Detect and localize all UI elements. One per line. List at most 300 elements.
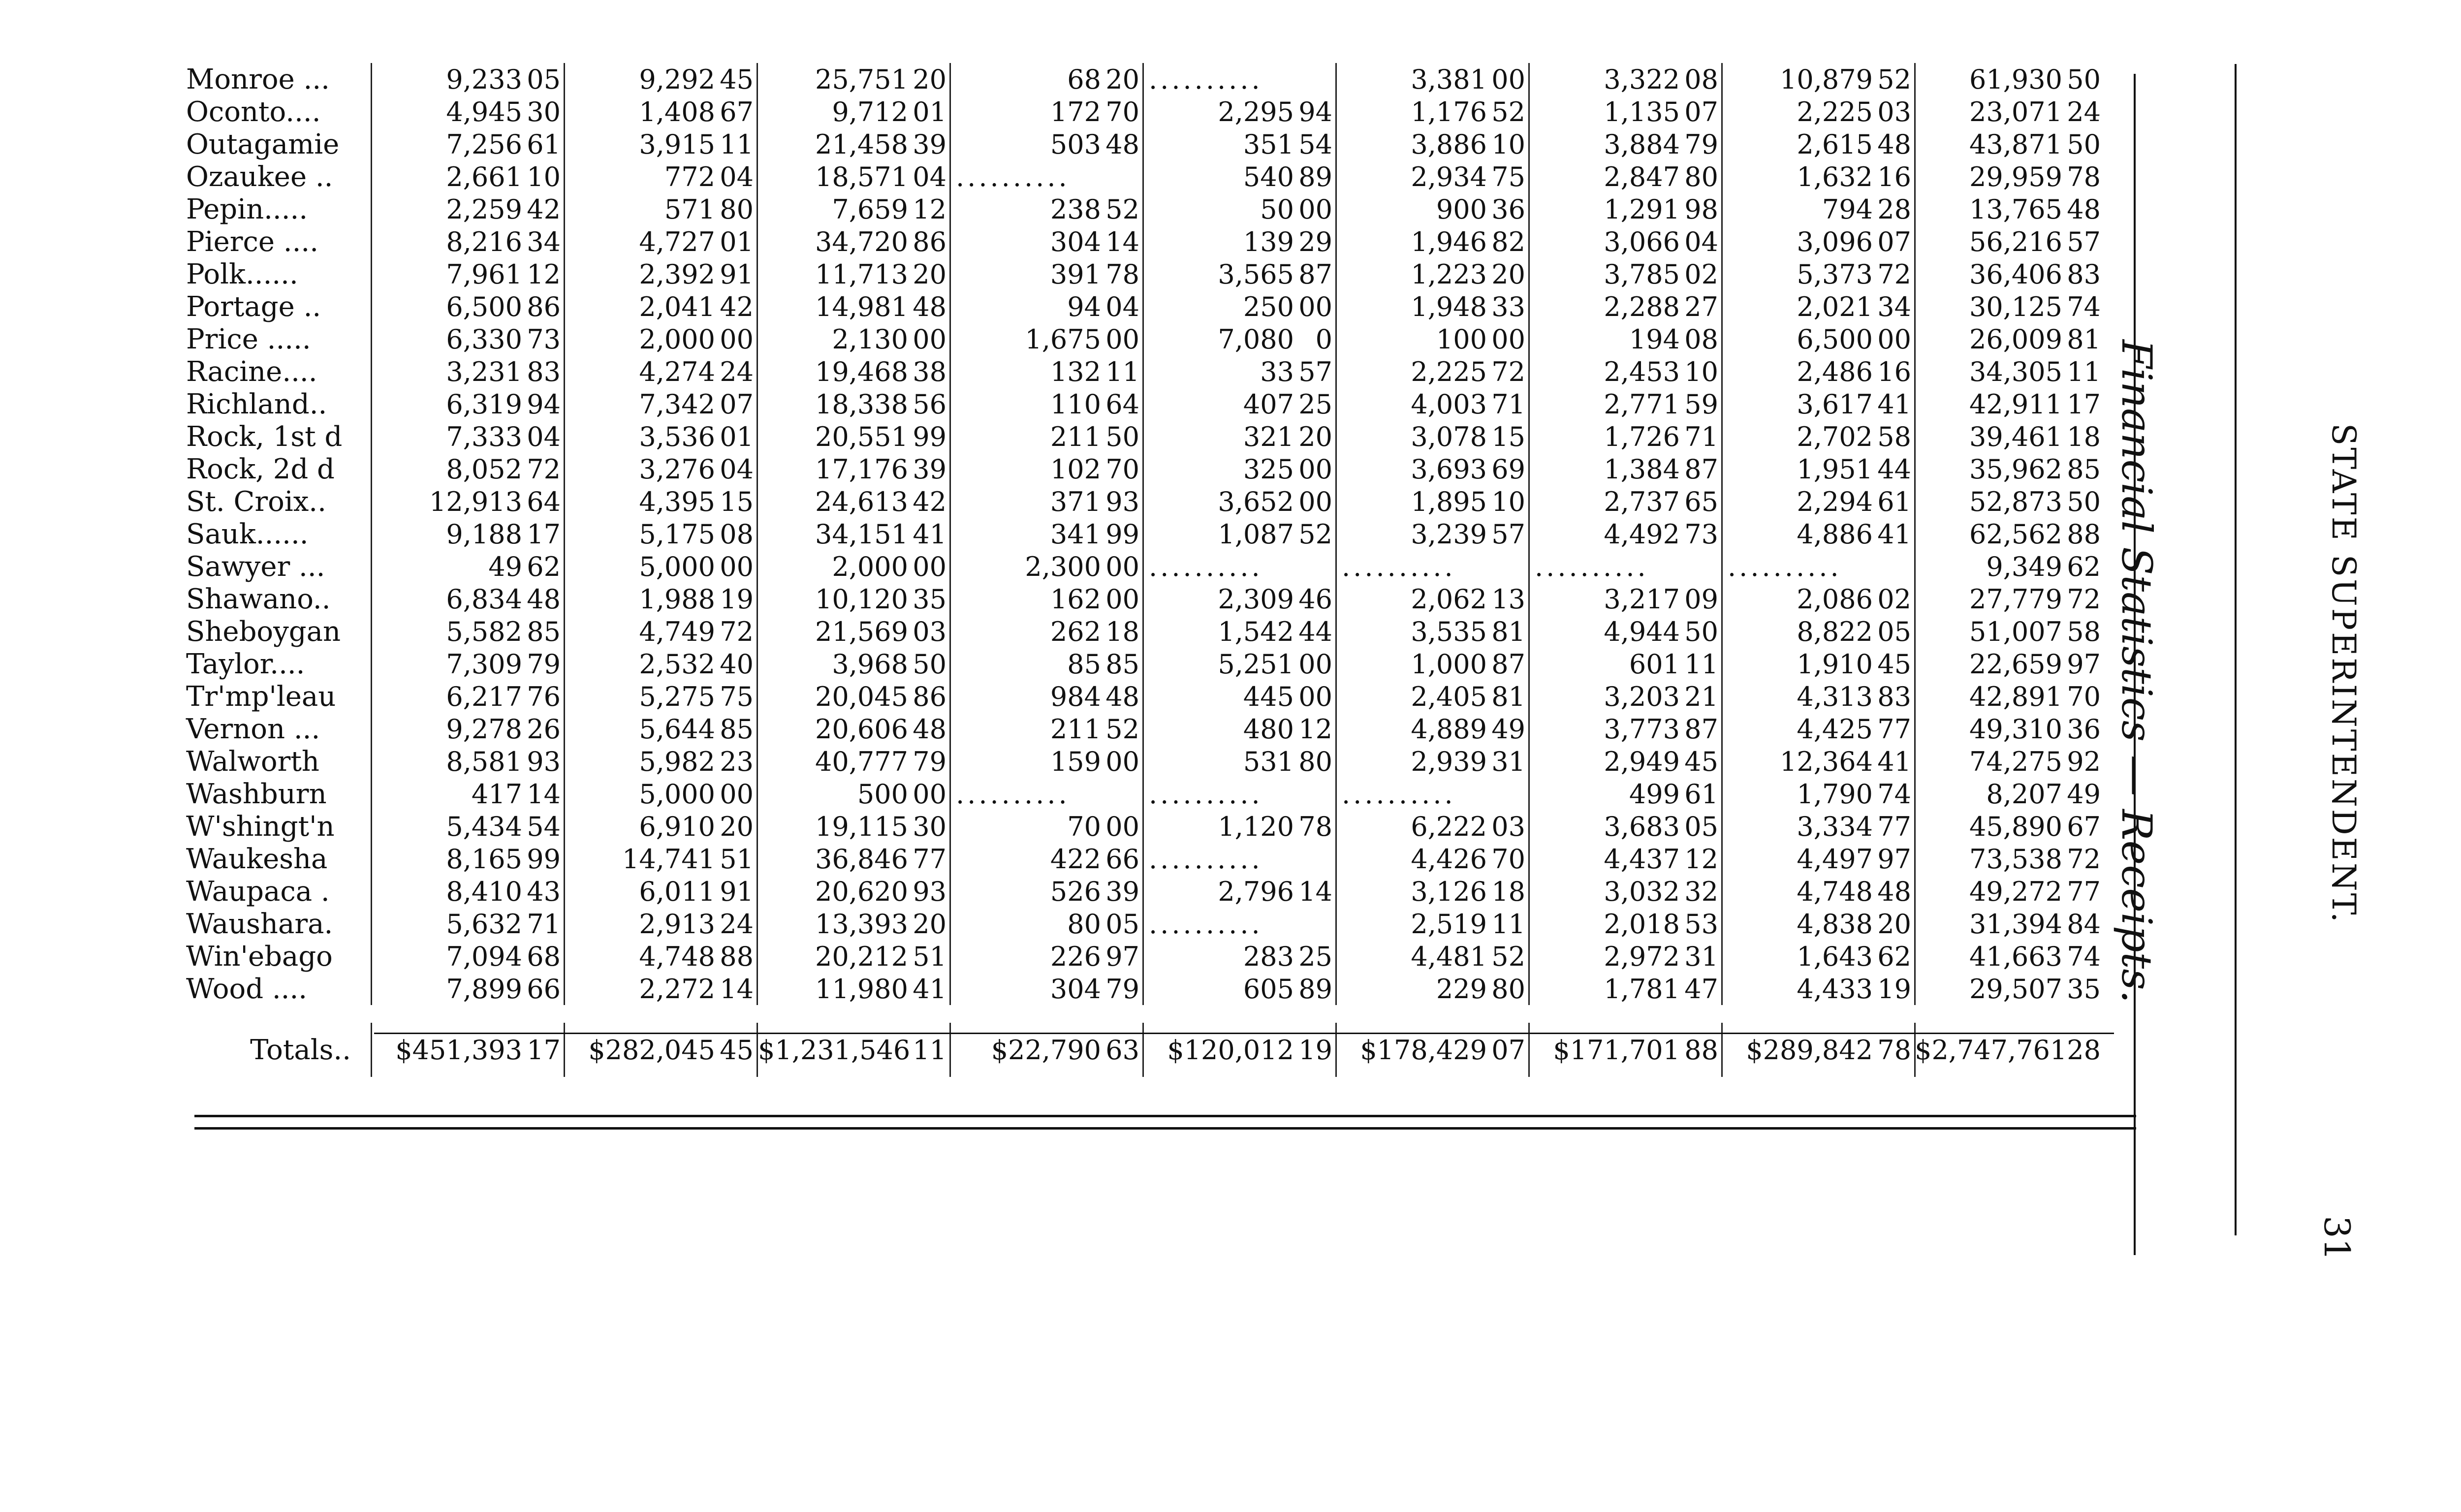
cents: 23 [720,746,754,777]
cents: 75 [1491,161,1525,192]
dollars: 5,644 [639,713,715,745]
amount-cell [1528,420,1721,453]
amount-cell [371,778,564,810]
cents: 52 [1298,518,1332,550]
amount-cell [1528,485,1721,518]
dollars: 10,879 [1780,63,1873,95]
amount-cell [1528,550,1721,583]
dollars: 17,176 [815,453,908,485]
amount-cell [1528,778,1721,810]
cents: 45 [720,63,754,95]
cents: 57 [1298,356,1332,387]
amount-cell [371,258,564,290]
amount-cell [371,420,564,453]
dollars: 445 [1243,681,1294,712]
amount-cell [1142,583,1335,615]
county-name: Rock, 1st d [186,420,343,453]
dollars: 2,018 [1604,908,1680,940]
amount-cell [1914,63,2104,95]
cents: 50 [2067,486,2101,517]
amount-cell [949,420,1142,453]
amount-cell [371,193,564,225]
amount-cell [371,323,564,355]
amount-cell [1528,225,1721,258]
dollars: 2,000 [832,551,908,582]
cents: 33 [1491,291,1525,322]
table-row [186,388,2113,420]
amount-cell [1528,713,1721,745]
cents: 70 [1105,96,1139,127]
amount-cell [564,485,757,518]
dollars: 4,481 [1411,941,1487,972]
table-row [186,95,2113,128]
dollars: $171,701 [1553,1034,1680,1066]
cents: 73 [527,323,561,355]
dollars: 1,790 [1797,778,1873,810]
amount-cell [1721,160,1914,193]
dollars: 49 [488,551,522,582]
dollars: 56,216 [1969,226,2062,257]
dollars: 34,720 [815,226,908,257]
amount-cell [1142,453,1335,485]
cents: 71 [1491,388,1525,420]
cents: 10 [1491,128,1525,160]
amount-cell [1528,193,1721,225]
amount-cell [1721,355,1914,388]
dollars: 62,562 [1969,518,2062,550]
cents: 97 [2067,648,2101,680]
dollars: .......... [1149,63,1263,95]
cents: 40 [720,648,754,680]
amount-cell [1142,843,1335,875]
table-row [186,648,2113,680]
cents: 36 [1491,193,1525,225]
dollars: 422 [1050,843,1101,875]
table-row [186,908,2113,940]
amount-cell [1721,225,1914,258]
cents: 09 [1684,583,1718,615]
amount-cell [1528,745,1721,778]
dollars: 499 [1629,778,1680,810]
amount-cell [1528,290,1721,323]
amount-cell [371,745,564,778]
cents: 57 [2067,226,2101,257]
cents: 00 [720,551,754,582]
amount-cell [1335,583,1528,615]
dollars: .......... [956,778,1070,810]
cents: 12 [527,258,561,290]
dollars: 6,834 [446,583,522,615]
dollars: 3,773 [1604,713,1680,745]
amount-cell [371,680,564,713]
amount-cell [757,940,949,973]
amount-cell [1142,648,1335,680]
amount-cell [757,778,949,810]
county-name: Wood .... [186,973,308,1005]
amount-cell [371,453,564,485]
dollars: $2,747,761 [1915,1034,2067,1066]
amount-cell [1528,323,1721,355]
amount-cell [757,420,949,453]
cents: 16 [1877,161,1911,192]
amount-cell [564,193,757,225]
amount-cell [1142,323,1335,355]
amount-cell [1914,973,2104,1005]
amount-cell [1721,323,1914,355]
amount-cell [1335,843,1528,875]
amount-cell [757,615,949,648]
cents: 99 [527,843,561,875]
amount-cell [1914,583,2104,615]
cents: 85 [1105,648,1139,680]
dollars: 2,041 [639,291,715,322]
dollars: $120,012 [1167,1034,1294,1066]
amount-cell [1721,193,1914,225]
cents: 26 [527,713,561,745]
cents: 02 [1684,258,1718,290]
amount-cell [371,518,564,550]
amount-cell [1914,355,2104,388]
county-name: Sheboygan [186,615,341,648]
cents: 51 [913,941,947,972]
dollars: 3,693 [1411,453,1487,485]
cents: 85 [527,616,561,647]
cents: 80 [720,193,754,225]
cents: 70 [1105,453,1139,485]
dollars: $178,429 [1360,1034,1487,1066]
amount-cell [949,940,1142,973]
cents: 86 [913,226,947,257]
cents: 50 [913,648,947,680]
cents: 82 [1491,226,1525,257]
cents: 94 [1298,96,1332,127]
amount-cell [949,95,1142,128]
dollars: 1,223 [1411,258,1487,290]
dollars: 7,309 [446,648,522,680]
amount-cell [1528,1023,1721,1077]
cents: 03 [1877,96,1911,127]
table-row [186,193,2113,225]
cents: 20 [1491,258,1525,290]
cents: 20 [1298,421,1332,452]
amount-cell [1914,95,2104,128]
dollars: 34,151 [815,518,908,550]
amount-cell [949,680,1142,713]
amount-cell [1721,615,1914,648]
amount-cell [1335,713,1528,745]
cents: 48 [913,713,947,745]
cents: 53 [1684,908,1718,940]
county-name: Price ..... [186,323,311,355]
dollars: 325 [1243,453,1294,485]
cents: 00 [1298,291,1332,322]
dollars: 3,276 [639,453,715,485]
cents: 24 [2067,96,2101,127]
amount-cell [1142,290,1335,323]
amount-cell [1914,908,2104,940]
dollars: 4,748 [1797,876,1873,907]
amount-cell [949,615,1142,648]
amount-cell [757,388,949,420]
amount-cell [564,95,757,128]
cents: 51 [720,843,754,875]
cents: 42 [913,486,947,517]
amount-cell [757,550,949,583]
cents: 17 [2067,388,2101,420]
cents: 20 [720,811,754,842]
cents: 88 [720,941,754,972]
cents: 85 [2067,453,2101,485]
amount-cell [1914,420,2104,453]
dollars: 3,536 [639,421,715,452]
dollars: 23,071 [1969,96,2062,127]
dollars: 85 [1067,648,1101,680]
dollars: 5,000 [639,778,715,810]
amount-cell [1142,193,1335,225]
cents: 20 [913,908,947,940]
amount-cell [1528,453,1721,485]
amount-cell [949,323,1142,355]
cents: 64 [1105,388,1139,420]
amount-cell [1528,973,1721,1005]
county-name: Sawyer ... [186,550,325,583]
amount-cell [1721,940,1914,973]
amount-cell [757,128,949,160]
cents: 79 [527,648,561,680]
amount-cell [1142,940,1335,973]
amount-cell [1335,485,1528,518]
dollars: 20,212 [815,941,908,972]
dollars: 2,486 [1797,356,1873,387]
dollars: 42,911 [1969,388,2062,420]
dollars: 2,225 [1411,356,1487,387]
dollars: 2,934 [1411,161,1487,192]
table-row [186,258,2113,290]
amount-cell [1528,615,1721,648]
cents: 00 [1105,583,1139,615]
cents: 74 [2067,291,2101,322]
dollars: 601 [1629,648,1680,680]
amount-cell [757,160,949,193]
cents: 54 [527,811,561,842]
totals-row [186,1023,2113,1077]
dollars: 20,620 [815,876,908,907]
cents: 00 [1105,323,1139,355]
dollars: 43,871 [1969,128,2062,160]
dollars: 571 [664,193,715,225]
dollars: 26,009 [1969,323,2062,355]
dollars: $289,842 [1746,1034,1873,1066]
amount-cell [1335,940,1528,973]
dollars: 3,203 [1604,681,1680,712]
amount-cell [1721,973,1914,1005]
county-name: Sauk...... [186,518,309,550]
amount-cell [564,843,757,875]
cents: 03 [913,616,947,647]
amount-cell [1721,453,1914,485]
cents: 91 [720,876,754,907]
dollars: 20,606 [815,713,908,745]
dollars: .......... [1535,551,1649,582]
county-name: Waushara. [186,908,333,940]
dollars: 9,712 [832,96,908,127]
dollars: 8,052 [446,453,522,485]
dollars: 4,433 [1797,973,1873,1005]
amount-cell [371,160,564,193]
cents: 52 [1491,96,1525,127]
dollars: 7,333 [446,421,522,452]
amount-cell [1528,355,1721,388]
amount-cell [1528,680,1721,713]
amount-cell [371,550,564,583]
cents: 52 [1105,713,1139,745]
county-name: Racine.... [186,355,317,388]
amount-cell [1335,453,1528,485]
dollars: 371 [1050,486,1101,517]
dollars: 5,175 [639,518,715,550]
cents: 41 [913,973,947,1005]
cents: 20 [1105,63,1139,95]
dollars: 51,007 [1969,616,2062,647]
dollars: 2,288 [1604,291,1680,322]
amount-cell [1914,843,2104,875]
cents: 0 [1315,323,1332,355]
cents: 07 [1684,96,1718,127]
amount-cell [949,648,1142,680]
amount-cell [1335,388,1528,420]
amount-cell [564,225,757,258]
amount-cell [949,518,1142,550]
dollars: 6,319 [446,388,522,420]
cents: 87 [1491,648,1525,680]
amount-cell [757,225,949,258]
dollars: 2,295 [1218,96,1294,127]
amount-cell [371,1023,564,1077]
cents: 48 [1105,128,1139,160]
cents: 41 [1877,746,1911,777]
cents: 78 [2067,161,2101,192]
amount-cell [1914,290,2104,323]
dollars: 4,274 [639,356,715,387]
amount-cell [1914,518,2104,550]
cents: 38 [913,356,947,387]
amount-cell [757,355,949,388]
cents: 20 [913,258,947,290]
cents: 88 [2067,518,2101,550]
cents: 00 [1105,811,1139,842]
cents: 05 [1877,616,1911,647]
cents: 86 [913,681,947,712]
amount-cell [564,160,757,193]
amount-cell [1914,160,2104,193]
cents: 85 [720,713,754,745]
cents: 70 [2067,681,2101,712]
county-name: Walworth [186,745,319,778]
margin-rule [2235,64,2237,1235]
dollars: 4,886 [1797,518,1873,550]
dollars: 100 [1436,323,1487,355]
table-row [186,875,2113,908]
cents: 72 [2067,583,2101,615]
cents: 73 [1684,518,1718,550]
amount-cell [1914,128,2104,160]
cents: 61 [1684,778,1718,810]
cents: 50 [1105,421,1139,452]
table-row [186,745,2113,778]
table-row [186,778,2113,810]
bottom-double-rule [194,1115,2136,1117]
county-name: St. Croix.. [186,485,326,518]
dollars: 2,532 [639,648,715,680]
cents: 94 [527,388,561,420]
cents: 75 [720,681,754,712]
dollars: 2,086 [1797,583,1873,615]
dollars: 5,582 [446,616,522,647]
amount-cell [757,973,949,1005]
amount-cell [1528,908,1721,940]
amount-cell [1335,518,1528,550]
table-row [186,550,2113,583]
county-name: Rock, 2d d [186,453,335,485]
dollars: 33 [1260,356,1294,387]
dollars: 211 [1050,421,1101,452]
amount-cell [1335,778,1528,810]
dollars: 4,748 [639,941,715,972]
dollars: 1,542 [1218,616,1294,647]
amount-cell [949,160,1142,193]
cents: 10 [1684,356,1718,387]
cents: 04 [527,421,561,452]
dollars: 3,217 [1604,583,1680,615]
amount-cell [564,745,757,778]
dollars: 500 [857,778,908,810]
amount-cell [371,95,564,128]
cents: 79 [913,746,947,777]
cents: 24 [720,908,754,940]
amount-cell [1142,778,1335,810]
cents: 12 [1684,843,1718,875]
dollars: 3,565 [1218,258,1294,290]
dollars: 24,613 [815,486,908,517]
amount-cell [949,193,1142,225]
cents: 81 [2067,323,2101,355]
dollars: 41,663 [1969,941,2062,972]
cents: 04 [720,161,754,192]
amount-cell [1914,193,2104,225]
amount-cell [1721,680,1914,713]
cents: 14 [527,778,561,810]
dollars: 80 [1067,908,1101,940]
cents: 97 [1877,843,1911,875]
dollars: 1,120 [1218,811,1294,842]
dollars: 1,781 [1604,973,1680,1005]
dollars: 1,291 [1604,193,1680,225]
totals-rule [374,1033,2114,1034]
amount-cell [1721,875,1914,908]
amount-cell [757,843,949,875]
cents: 56 [913,388,947,420]
amount-cell [1142,485,1335,518]
amount-cell [949,388,1142,420]
dollars: 2,661 [446,161,522,192]
cents: 70 [1491,843,1525,875]
cents: 20 [913,63,947,95]
dollars: 6,330 [446,323,522,355]
amount-cell [564,648,757,680]
dollars: 4,889 [1411,713,1487,745]
dollars: 3,032 [1604,876,1680,907]
amount-cell [1914,485,2104,518]
